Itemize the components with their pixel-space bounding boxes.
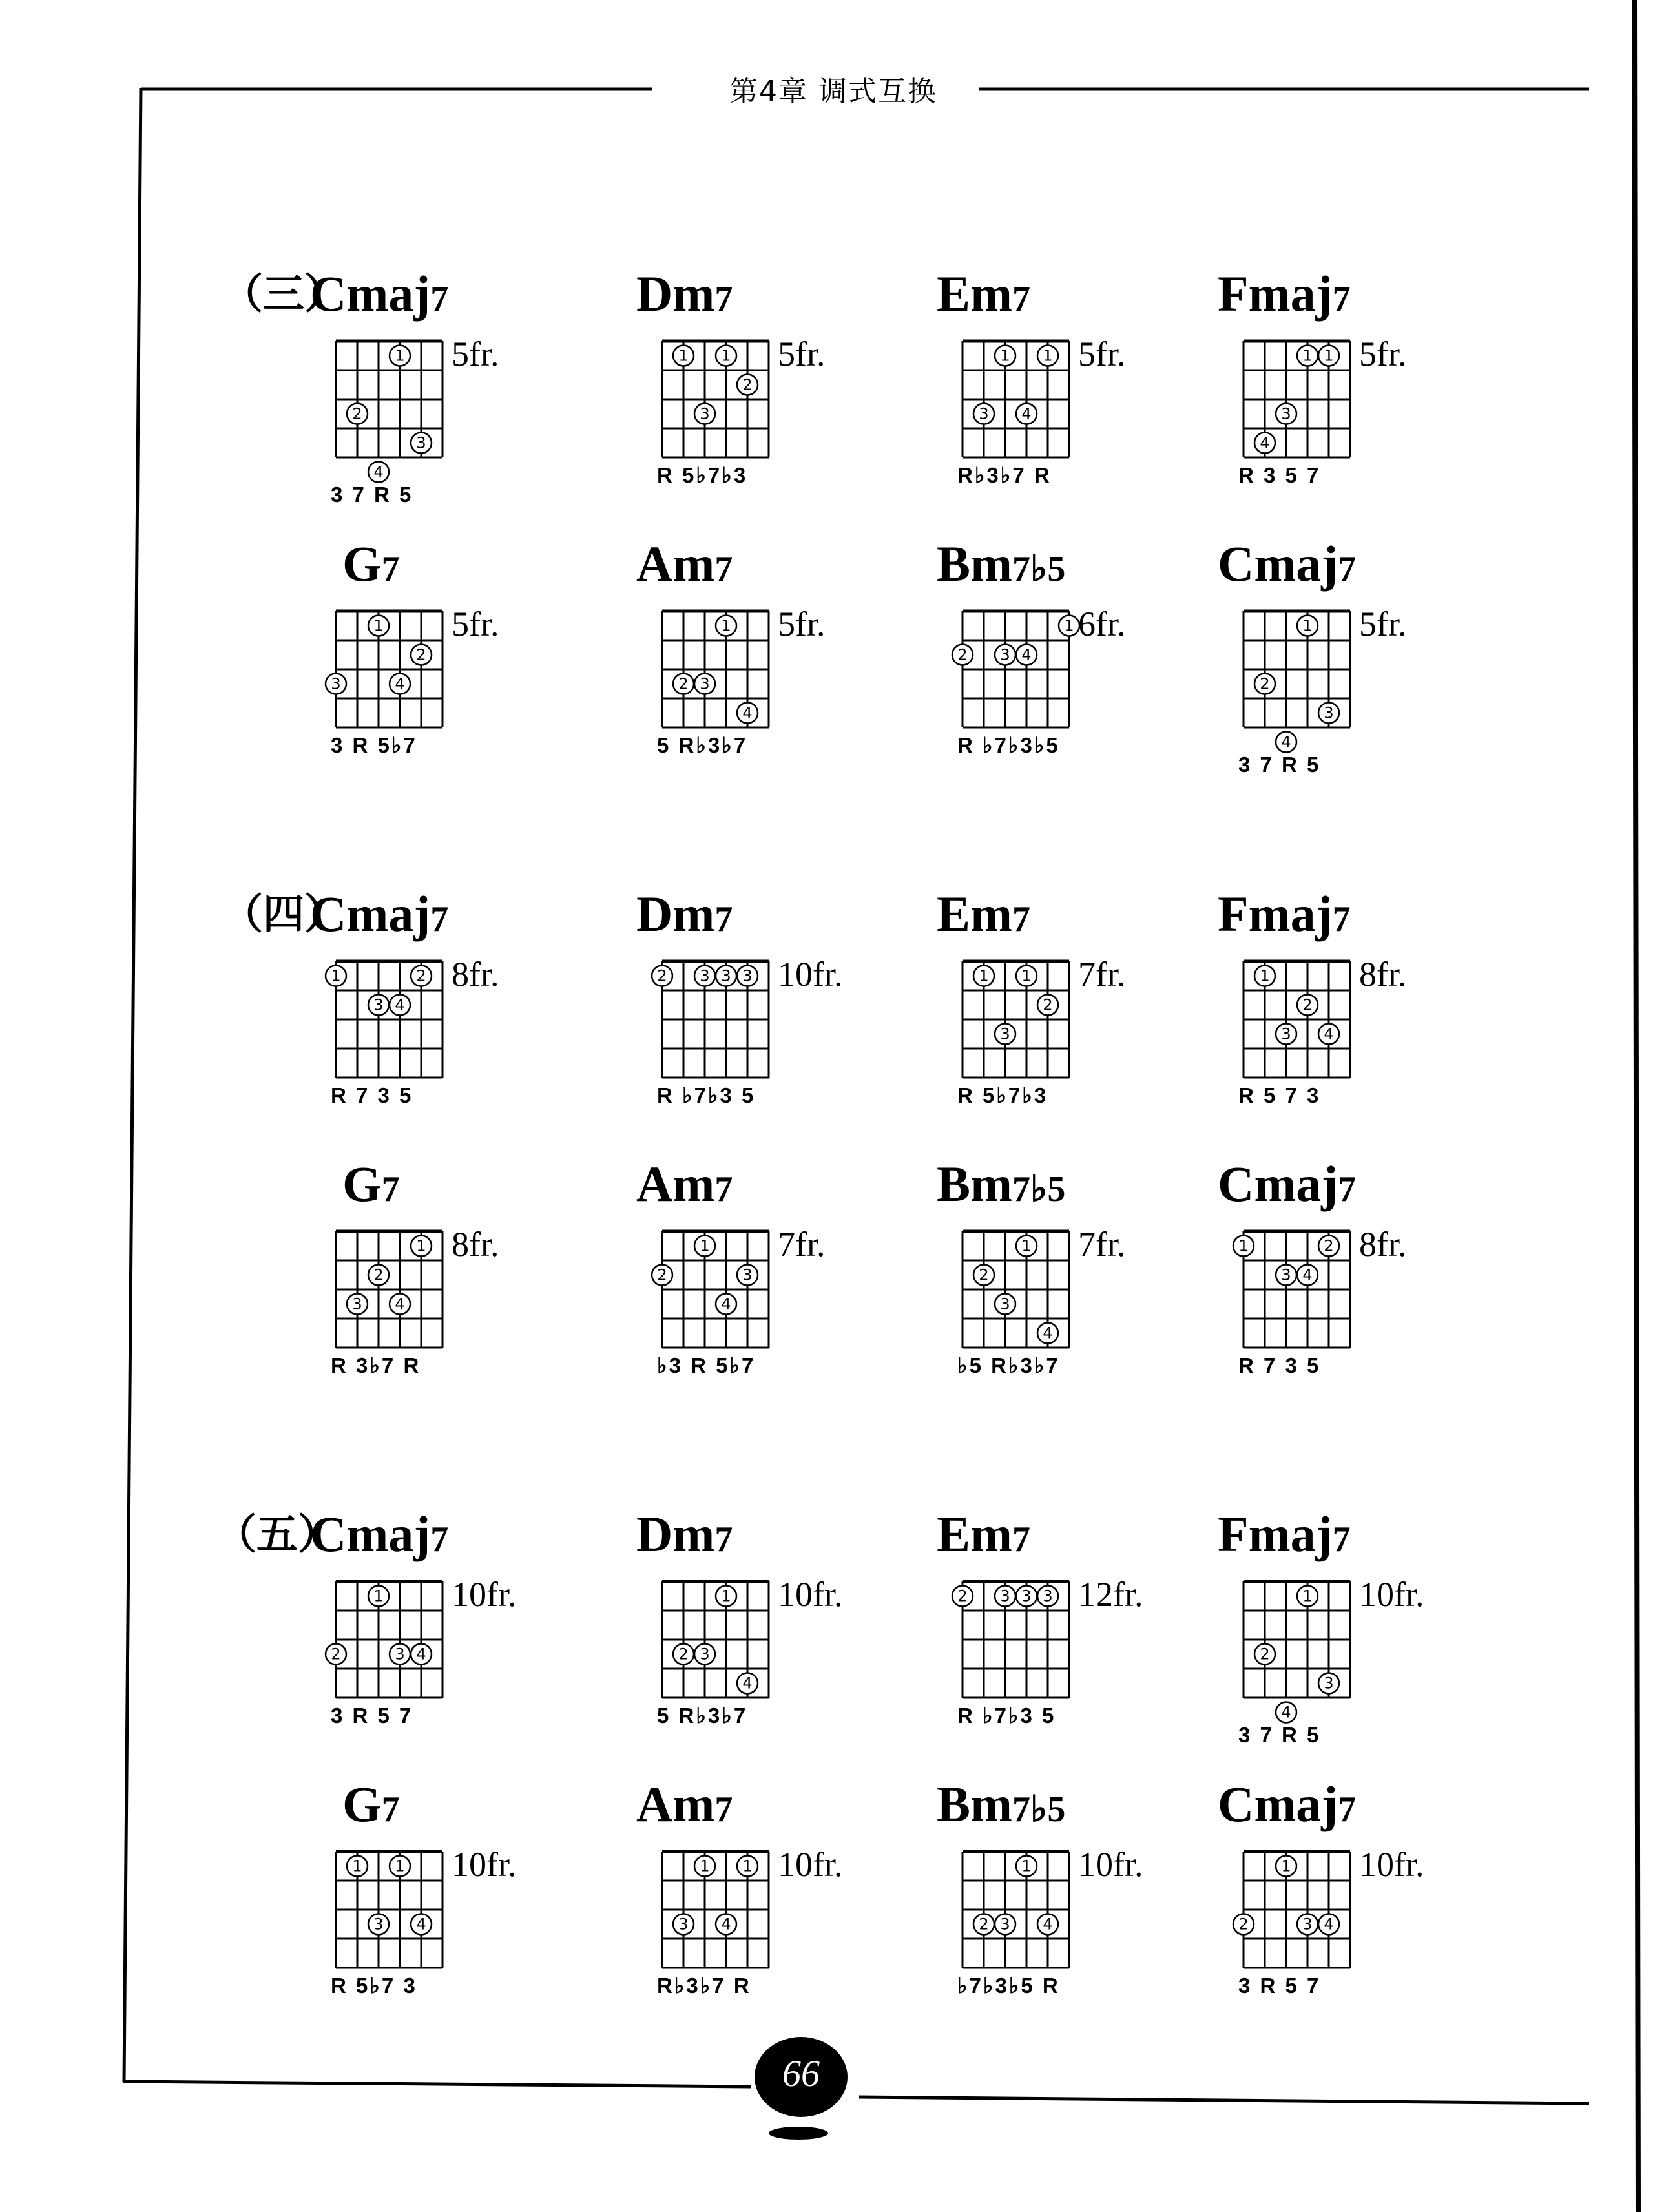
fret-position: 6fr. (1078, 605, 1126, 643)
finger-number: 4 (416, 1645, 426, 1664)
finger-number: 3 (700, 966, 710, 985)
finger-number: 3 (1043, 1587, 1053, 1605)
finger-number: 1 (678, 346, 689, 365)
finger-number: 4 (1281, 1703, 1291, 1722)
fret-position: 10fr. (1359, 1845, 1424, 1884)
chord-root: Em (937, 266, 1012, 322)
finger-number: 2 (657, 966, 667, 985)
finger-number: 2 (1238, 1915, 1249, 1934)
finger-number: 1 (395, 346, 405, 365)
finger-number: 3 (1324, 1674, 1334, 1693)
interval-labels: R ♭7♭3 5 (657, 1083, 756, 1107)
fret-position: 10fr. (452, 1845, 517, 1884)
finger-number: 4 (373, 463, 384, 481)
chord-name (636, 1155, 733, 1218)
chord-name (937, 1775, 1065, 1839)
finger-number: 2 (979, 1266, 989, 1284)
finger-number: 2 (416, 645, 426, 664)
finger-number: 3 (1281, 1266, 1291, 1284)
chord-name (937, 1505, 1030, 1569)
finger-number: 1 (1000, 346, 1010, 365)
chord-name (937, 265, 1030, 328)
fret-position: 5fr. (778, 605, 826, 643)
finger-number: 3 (1000, 1587, 1010, 1605)
chord-suffix: 7 (714, 1169, 733, 1209)
chord-root: Em (937, 886, 1012, 942)
finger-number: 4 (1043, 1915, 1053, 1934)
finger-number: 1 (1324, 346, 1334, 365)
chord-suffix: 7 (714, 549, 733, 589)
fret-position: 7fr. (1078, 1225, 1126, 1264)
frame-left-rule (124, 88, 141, 2082)
chord-name (310, 885, 448, 948)
section-label-2: （四） (222, 891, 346, 939)
chord-suffix: 7 (1012, 279, 1030, 319)
finger-number: 1 (1043, 346, 1053, 365)
chord-name (636, 1505, 733, 1569)
finger-number: 4 (742, 1674, 753, 1693)
chord-name (1218, 1155, 1356, 1218)
interval-labels: 3 7 R 5 (1238, 1723, 1321, 1747)
chord-root: Cmaj (310, 886, 431, 942)
interval-labels: ♭5 R♭3♭7 (957, 1353, 1060, 1377)
chord-suffix: 7 (1338, 1169, 1357, 1209)
chord-suffix: 7 (381, 1789, 400, 1830)
finger-number: 4 (395, 674, 405, 693)
chord-4 (1205, 1505, 1567, 1751)
interval-labels: 3 R 5 7 (331, 1704, 413, 1727)
finger-number: 4 (721, 1295, 731, 1313)
fret-position: 10fr. (778, 1845, 843, 1884)
finger-number: 3 (373, 1915, 384, 1934)
finger-number: 1 (373, 616, 384, 635)
finger-number: 3 (395, 1645, 405, 1664)
chord-root: Fmaj (1218, 266, 1333, 322)
chord-name (1218, 1775, 1356, 1839)
finger-number: 2 (957, 1587, 968, 1605)
footer-rule-left (123, 2082, 751, 2087)
chord-suffix: 7 (1332, 1519, 1351, 1560)
finger-number: 4 (1021, 404, 1032, 423)
page-number-blot-tail (769, 2127, 828, 2140)
interval-labels: 5 R♭3♭7 (657, 1704, 748, 1727)
fret-position: 8fr. (1359, 1225, 1407, 1264)
chord-suffix: 7 (430, 1519, 449, 1560)
chord-root: Dm (636, 266, 715, 322)
finger-number: 1 (1281, 1857, 1291, 1875)
fret-position: 7fr. (1078, 955, 1126, 994)
finger-number: 1 (721, 616, 731, 635)
chord-root: Fmaj (1218, 1506, 1333, 1562)
finger-number: 4 (395, 1295, 405, 1313)
chord-suffix: 7 (1338, 549, 1357, 589)
interval-labels: R 7 3 5 (1238, 1353, 1321, 1377)
chord-root: Cmaj (310, 266, 431, 322)
chord-name (937, 1155, 1065, 1218)
finger-number: 1 (1021, 1236, 1032, 1255)
interval-labels: R 5♭7♭3 (657, 463, 748, 487)
finger-number: 1 (700, 1236, 710, 1255)
finger-number: 3 (1302, 1915, 1313, 1934)
finger-number: 2 (957, 645, 968, 664)
finger-number: 4 (1302, 1266, 1313, 1284)
chord-5 (297, 1155, 659, 1401)
interval-labels: 3 R 5♭7 (331, 733, 417, 757)
interval-labels: R ♭7♭3 5 (957, 1704, 1056, 1727)
fret-position: 5fr. (778, 335, 826, 373)
chord-suffix: 7♭5 (1012, 1169, 1066, 1209)
chord-root: Dm (636, 1506, 715, 1562)
finger-number: 3 (721, 966, 731, 985)
section-label-1: （三） (222, 271, 346, 318)
finger-number: 3 (1324, 704, 1334, 722)
chord-root: Bm (937, 536, 1012, 592)
finger-number: 2 (1043, 996, 1053, 1014)
chord-name (1218, 885, 1351, 948)
fret-position: 7fr. (778, 1225, 826, 1264)
chord-name (342, 1155, 400, 1218)
chord-name (636, 535, 733, 598)
finger-number: 3 (742, 1266, 753, 1284)
finger-number: 4 (416, 1915, 426, 1934)
finger-number: 3 (1281, 404, 1291, 423)
chord-suffix: 7 (381, 1169, 400, 1209)
chord-1 (297, 265, 659, 510)
finger-number: 1 (721, 346, 731, 365)
finger-number: 1 (1302, 346, 1313, 365)
fret-position: 8fr. (452, 1225, 499, 1264)
chord-root: Bm (937, 1156, 1012, 1212)
finger-number: 3 (678, 1915, 689, 1934)
chord-name (636, 1775, 733, 1839)
chord-name (636, 885, 733, 948)
chord-name (342, 1775, 400, 1839)
finger-number: 2 (979, 1915, 989, 1934)
chord-name (937, 885, 1030, 948)
binding-edge (1634, 0, 1638, 2212)
finger-number: 3 (1000, 1295, 1010, 1313)
interval-labels: 5 R♭3♭7 (657, 733, 748, 757)
finger-number: 3 (352, 1295, 362, 1313)
finger-number: 1 (742, 1857, 753, 1875)
chord-8 (1205, 1775, 1567, 2021)
chord-suffix: 7 (1332, 279, 1351, 319)
interval-labels: R 3♭7 R (331, 1353, 421, 1377)
chord-8 (1205, 1155, 1567, 1401)
finger-number: 3 (700, 404, 710, 423)
fret-position: 10fr. (1078, 1845, 1143, 1884)
chord-suffix: 7 (430, 899, 449, 939)
chord-suffix: 7 (714, 899, 733, 939)
fret-position: 8fr. (452, 955, 499, 994)
chord-suffix: 7 (1332, 899, 1351, 939)
finger-number: 1 (1064, 616, 1074, 635)
chord-suffix: 7 (714, 1519, 733, 1560)
finger-number: 2 (742, 375, 753, 394)
chord-root: G (342, 1776, 382, 1832)
finger-number: 2 (678, 674, 689, 693)
finger-number: 3 (416, 433, 426, 452)
fret-position: 5fr. (1359, 605, 1407, 643)
chord-root: G (342, 536, 382, 592)
chord-root: Fmaj (1218, 886, 1333, 942)
finger-number: 4 (1324, 1915, 1334, 1934)
fret-position: 5fr. (1359, 335, 1407, 373)
fret-position: 10fr. (452, 1575, 517, 1614)
chord-root: Cmaj (310, 1506, 431, 1562)
finger-number: 4 (1281, 733, 1291, 751)
finger-number: 1 (416, 1236, 426, 1255)
footer-rule-right (859, 2097, 1589, 2103)
page-number: 66 (782, 2052, 820, 2094)
finger-number: 4 (395, 996, 405, 1014)
interval-labels: R ♭7♭3♭5 (957, 733, 1060, 757)
interval-labels: ♭7♭3♭5 R (957, 1974, 1060, 1998)
chord-5 (297, 1775, 659, 2021)
finger-number: 2 (373, 1266, 384, 1284)
chord-suffix: 7♭5 (1012, 549, 1066, 589)
finger-number: 3 (331, 674, 341, 693)
chord-4 (1205, 265, 1567, 510)
chord-name (310, 1505, 448, 1569)
finger-number: 2 (678, 1645, 689, 1664)
finger-number: 1 (373, 1587, 384, 1605)
finger-number: 2 (657, 1266, 667, 1284)
chord-suffix: 7 (1012, 899, 1030, 939)
interval-labels: R♭3♭7 R (957, 463, 1052, 487)
finger-number: 3 (1281, 1025, 1291, 1043)
chord-root: Cmaj (1218, 536, 1338, 592)
chord-suffix: 7♭5 (1012, 1789, 1066, 1830)
interval-labels: R♭3♭7 R (657, 1974, 751, 1998)
header-title: 第4章 调式互换 (729, 75, 937, 108)
chord-suffix: 7 (714, 1789, 733, 1830)
finger-number: 4 (1021, 645, 1032, 664)
finger-number: 2 (331, 1645, 341, 1664)
chord-root: Bm (937, 1776, 1012, 1832)
finger-number: 1 (700, 1857, 710, 1875)
finger-number: 1 (395, 1857, 405, 1875)
chord-root: Am (636, 536, 715, 592)
finger-number: 1 (979, 966, 989, 985)
chord-1 (297, 885, 659, 1131)
finger-number: 3 (742, 966, 753, 985)
interval-labels: R 3 5 7 (1238, 463, 1321, 487)
chord-name (1218, 535, 1356, 598)
chord-name (636, 265, 733, 328)
finger-number: 1 (721, 1587, 731, 1605)
finger-number: 2 (1302, 996, 1313, 1014)
finger-number: 1 (1302, 1587, 1313, 1605)
fret-position: 10fr. (778, 955, 843, 994)
interval-labels: R 5♭7 3 (331, 1974, 417, 1998)
finger-number: 3 (1021, 1587, 1032, 1605)
finger-number: 1 (1021, 966, 1032, 985)
finger-number: 1 (1021, 1857, 1032, 1875)
interval-labels: R 5♭7♭3 (957, 1083, 1048, 1107)
chord-root: Em (937, 1506, 1012, 1562)
finger-number: 2 (1260, 1645, 1270, 1664)
finger-number: 4 (1260, 433, 1270, 452)
fret-position: 10fr. (778, 1575, 843, 1614)
fret-position: 8fr. (1359, 955, 1407, 994)
interval-labels: 3 R 5 7 (1238, 1974, 1321, 1998)
finger-number: 4 (1324, 1025, 1334, 1043)
fret-position: 5fr. (452, 605, 499, 643)
interval-labels: ♭3 R 5♭7 (657, 1353, 756, 1377)
fret-position: 12fr. (1078, 1575, 1143, 1614)
chord-root: Am (636, 1156, 715, 1212)
finger-number: 1 (331, 966, 341, 985)
finger-number: 1 (1302, 616, 1313, 635)
finger-number: 3 (700, 1645, 710, 1664)
chord-name (937, 535, 1065, 598)
finger-number: 3 (373, 996, 384, 1014)
chord-suffix: 7 (714, 279, 733, 319)
chord-root: Dm (636, 886, 715, 942)
chord-name (1218, 265, 1351, 328)
finger-number: 2 (1324, 1236, 1334, 1255)
interval-labels: R 5 7 3 (1238, 1083, 1321, 1107)
chord-suffix: 7 (1012, 1519, 1030, 1560)
finger-number: 1 (1260, 966, 1270, 985)
finger-number: 2 (352, 404, 362, 423)
finger-number: 2 (1260, 674, 1270, 693)
chord-suffix: 7 (381, 549, 400, 589)
finger-number: 1 (1238, 1236, 1249, 1255)
chord-suffix: 7 (430, 279, 449, 319)
chord-root: G (342, 1156, 382, 1212)
chord-root: Am (636, 1776, 715, 1832)
section-label-3: （五） (215, 1511, 339, 1559)
fret-position: 5fr. (1078, 335, 1126, 373)
finger-number: 4 (742, 704, 753, 722)
chord-1 (297, 1505, 659, 1751)
chord-name (1218, 1505, 1351, 1569)
finger-number: 4 (1043, 1324, 1053, 1342)
finger-number: 3 (1000, 1915, 1010, 1934)
chord-4 (1205, 885, 1567, 1131)
chord-5 (297, 535, 659, 780)
finger-number: 3 (1000, 645, 1010, 664)
chord-8 (1205, 535, 1567, 780)
chord-root: Cmaj (1218, 1156, 1338, 1212)
fret-position: 5fr. (452, 335, 499, 373)
finger-number: 3 (1000, 1025, 1010, 1043)
interval-labels: R 7 3 5 (331, 1083, 413, 1107)
finger-number: 3 (700, 674, 710, 693)
finger-number: 3 (979, 404, 989, 423)
finger-number: 4 (721, 1915, 731, 1934)
fret-position: 10fr. (1359, 1575, 1424, 1614)
chord-name (310, 265, 448, 328)
interval-labels: 3 7 R 5 (331, 483, 413, 506)
finger-number: 2 (416, 966, 426, 985)
chord-root: Cmaj (1218, 1776, 1338, 1832)
interval-labels: 3 7 R 5 (1238, 753, 1321, 777)
chord-suffix: 7 (1338, 1789, 1357, 1830)
chord-name (342, 535, 400, 598)
finger-number: 1 (352, 1857, 362, 1875)
